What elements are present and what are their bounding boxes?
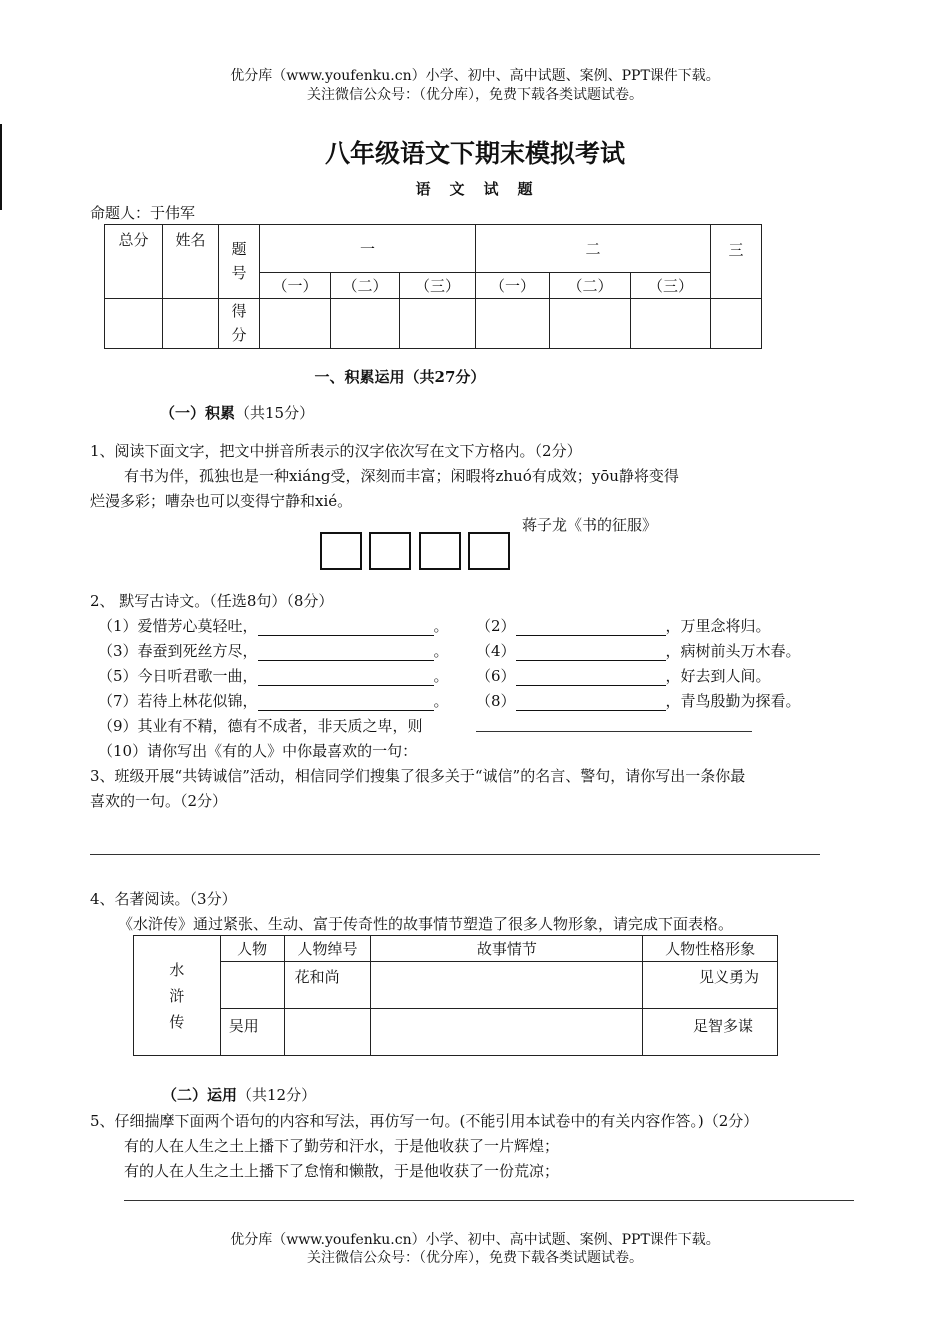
page-subtitle: 语 文 试 题: [415, 180, 535, 198]
answer-line[interactable]: [90, 854, 820, 855]
poem-line-10: （10）请你写出《有的人》中你最喜欢的一句：: [98, 742, 418, 760]
author-line: 命题人：于伟军: [90, 204, 196, 222]
poem-end: 。: [433, 692, 449, 710]
col-header-trait: 人物性格形象: [643, 936, 778, 962]
col-header-plot: 故事情节: [371, 936, 643, 962]
poem-prompt: ，好去到人间。: [665, 667, 771, 685]
poem-line: [476, 640, 801, 661]
q5-prompt: 5、仔细揣摩下面两个语句的内容和写法，再仿写一句。(不能引用本试卷中的有关内容作答。)（2分）: [90, 1112, 759, 1130]
subsection-points: （共15分）: [235, 404, 315, 422]
subsection-title: （一）积累: [160, 404, 236, 422]
poem-prompt: （3）春蚕到死丝方尽，: [98, 642, 258, 660]
trait-cell: 足智多谋: [643, 1009, 778, 1056]
poem-prompt: （1）爱惜芳心莫轻吐，: [98, 617, 258, 635]
poem-line: [98, 690, 449, 711]
answer-blank[interactable]: [516, 671, 666, 686]
subsection-heading-2: [162, 1084, 316, 1105]
answer-blank[interactable]: [258, 696, 434, 711]
q1-prompt: 1、阅读下面文字，把文中拼音所表示的汉字依次写在文下方格内。（2分）: [90, 442, 582, 460]
score-cell[interactable]: [631, 298, 711, 348]
q4-intro: 《水浒传》通过紧张、生动、富于传奇性的故事情节塑造了很多人物形象，请完成下面表格。: [118, 915, 734, 933]
poem-line-9: （9）其业有不精，德有不成者，非天质之卑，则: [98, 717, 423, 735]
poem-prompt: （7）若待上林花似锦，: [98, 692, 258, 710]
answer-blank[interactable]: [516, 646, 666, 661]
q2-prompt: 2、 默写古诗文。（任选8句）（8分）: [90, 592, 334, 610]
poem-end: 。: [433, 617, 449, 635]
book-char: 传: [169, 1012, 185, 1031]
answer-box[interactable]: [468, 532, 510, 570]
poem-line: [476, 690, 801, 711]
q5-example-2: 有的人在人生之土上播下了怠惰和懒散，于是他收获了一份荒凉；: [124, 1162, 560, 1180]
col-header-person: 人物: [220, 936, 284, 962]
part-two-header: 二: [476, 225, 711, 273]
col-header-nickname: 人物绰号: [284, 936, 371, 962]
question-number-label: 题 号: [219, 225, 260, 299]
book-title-cell: [134, 936, 221, 1056]
name-label: 姓名: [163, 225, 219, 299]
header-line-1: 优分库（www.youfenku.cn）小学、初中、高中试题、案例、PPT课件下载。: [230, 68, 720, 84]
sub-header: （一）: [260, 273, 331, 298]
poem-prompt: ，青鸟殷勤为探看。: [665, 692, 801, 710]
score-cell[interactable]: [550, 298, 631, 348]
header-line-2: 关注微信公众号：（优分库），免费下载各类试题试卷。: [307, 87, 643, 103]
sub-header: （三）: [631, 273, 711, 298]
poem-line: [98, 665, 449, 686]
answer-blank[interactable]: [516, 696, 666, 711]
answer-box[interactable]: [419, 532, 461, 570]
page-title: 八年级语文下期末模拟考试: [324, 139, 625, 168]
poem-prompt: ，万里念将归。: [665, 617, 771, 635]
footer-line-2: 关注微信公众号：（优分库），免费下载各类试题试卷。: [307, 1250, 643, 1266]
book-char: 水: [169, 960, 185, 979]
total-score-label: 总分: [105, 225, 163, 299]
poem-line: [98, 640, 449, 661]
poem-number: （6）: [476, 667, 516, 685]
poem-end: 。: [433, 667, 449, 685]
nickname-cell: 花和尚: [284, 962, 371, 1009]
answer-blank[interactable]: [516, 621, 666, 636]
sub-header: （三）: [400, 273, 476, 298]
plot-cell[interactable]: [371, 962, 643, 1009]
score-cell[interactable]: [400, 298, 476, 348]
person-cell[interactable]: [220, 962, 284, 1009]
score-cell[interactable]: [476, 298, 550, 348]
score-cell[interactable]: [331, 298, 400, 348]
answer-blank[interactable]: [258, 621, 434, 636]
subsection-heading-1: [160, 402, 314, 423]
answer-blank[interactable]: [258, 671, 434, 686]
part-one-header: 一: [260, 225, 476, 273]
subsection-points: （共12分）: [237, 1086, 317, 1104]
answer-blank[interactable]: [476, 731, 752, 732]
q1-text-2: 烂漫多彩；嘈杂也可以变得宁静和xié。: [90, 492, 353, 510]
trait-cell: 见义勇为: [643, 962, 778, 1009]
sub-header: （一）: [476, 273, 550, 298]
subsection-title: （二）运用: [162, 1086, 238, 1104]
poem-line: [98, 615, 449, 636]
q5-example-1: 有的人在人生之土上播下了勤劳和汗水，于是他收获了一片辉煌；: [124, 1137, 560, 1155]
sub-header: （二）: [331, 273, 400, 298]
poem-line: [476, 665, 771, 686]
answer-box[interactable]: [369, 532, 411, 570]
q3-prompt-2: 喜欢的一句。（2分）: [90, 792, 228, 810]
sub-header: （二）: [550, 273, 631, 298]
q1-text-1: 有书为伴，孤独也是一种xiáng受，深刻而丰富；闲暇将zhuó有成效；yōu静将变得: [124, 467, 679, 485]
part-three-header: 三: [711, 225, 762, 299]
score-table: [104, 224, 762, 349]
book-char: 浒: [169, 986, 185, 1005]
total-score-cell[interactable]: [105, 298, 163, 348]
answer-blank[interactable]: [258, 646, 434, 661]
character-table: [133, 935, 778, 1056]
footer-line-1: 优分库（www.youfenku.cn）小学、初中、高中试题、案例、PPT课件下载。: [230, 1232, 720, 1248]
poem-number: （8）: [476, 692, 516, 710]
name-cell[interactable]: [163, 298, 219, 348]
section-heading: 一、积累运用（共27分）: [314, 368, 486, 386]
person-cell: 吴用: [220, 1009, 284, 1056]
q3-prompt-1: 3、班级开展“共铸诚信”活动，相信同学们搜集了很多关于“诚信”的名言、警句，请你写出一条你最: [90, 767, 746, 785]
score-cell[interactable]: [260, 298, 331, 348]
q1-source: 蒋子龙《书的征服》: [522, 516, 658, 534]
poem-prompt: ，病树前头万木春。: [665, 642, 801, 660]
poem-number: （2）: [476, 617, 516, 635]
poem-prompt: （5）今日听君歌一曲，: [98, 667, 258, 685]
score-cell[interactable]: [711, 298, 762, 348]
poem-end: 。: [433, 642, 449, 660]
nickname-cell[interactable]: [284, 1009, 371, 1056]
plot-cell[interactable]: [371, 1009, 643, 1056]
answer-line[interactable]: [124, 1200, 854, 1201]
poem-number: （4）: [476, 642, 516, 660]
q4-prompt: 4、名著阅读。（3分）: [90, 890, 237, 908]
poem-line: [476, 615, 771, 636]
answer-box[interactable]: [320, 532, 362, 570]
score-label: 得 分: [219, 298, 260, 348]
